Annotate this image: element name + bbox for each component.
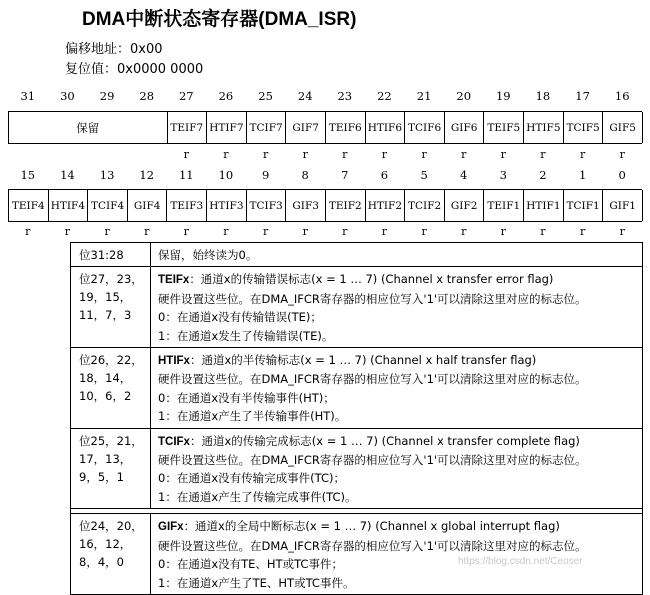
access-type: r	[342, 148, 348, 161]
page-title: DMA中断状态寄存器(DMA_ISR)	[82, 9, 357, 30]
lower-access-row	[8, 225, 642, 239]
upper-access-row	[8, 148, 642, 162]
bit-number: 26	[218, 89, 234, 103]
access-type: r	[381, 148, 388, 161]
field-htif6: HTIF6	[366, 112, 406, 143]
bit-number: 29	[99, 89, 115, 103]
access-type: r	[144, 225, 150, 238]
bit-range: 位24，20， 16，12， 8，4，0	[71, 514, 151, 594]
field-tcif6: TCIF6	[405, 112, 445, 143]
desc-row-reserved	[71, 243, 642, 267]
access-type: r	[540, 225, 546, 238]
field-teif1: TEIF1	[485, 190, 525, 221]
bit-number: 16	[614, 89, 630, 103]
bit-number: 2	[539, 168, 547, 182]
bit-number: 24	[297, 89, 313, 103]
bit-range: 位31:28	[71, 243, 151, 266]
field-gif3: GIF3	[286, 190, 326, 221]
bit-number: 1	[578, 168, 587, 182]
desc-row-teif	[71, 267, 642, 348]
bit-number: 6	[380, 168, 389, 182]
bit-range: 位25，21， 17，13， 9，5，1	[71, 429, 151, 509]
desc-row-htif	[71, 348, 642, 429]
bit-number: 19	[495, 89, 511, 103]
desc-line: 0：在通道x没有传输错误(TE)；	[158, 310, 322, 325]
access-type: r	[461, 225, 467, 238]
field-tcif1: TCIF1	[564, 190, 604, 221]
field-gif7: GIF7	[286, 112, 326, 143]
desc-row-tcif	[71, 429, 642, 510]
access-type: r	[302, 148, 308, 161]
access-type: r	[421, 225, 427, 238]
access-type: r	[342, 225, 348, 238]
desc-line: 1：在通道x产生了传输完成事件(TC)。	[158, 489, 357, 504]
field-gif4: GIF4	[128, 190, 168, 221]
bit-number: 4	[460, 168, 468, 182]
desc-row-gif	[71, 514, 642, 594]
access-type: r	[500, 225, 506, 238]
bit-number: 7	[341, 168, 349, 182]
access-type: r	[64, 225, 71, 238]
bit-number: 3	[499, 168, 507, 182]
field-teif3: TEIF3	[168, 190, 208, 221]
access-type: r	[183, 148, 189, 161]
bit-number: 21	[416, 89, 432, 103]
bit-number: 25	[258, 89, 273, 103]
field-htif5: HTIF5	[524, 112, 564, 143]
field-gif6: GIF6	[445, 112, 485, 143]
field-tcif3: TCIF3	[247, 190, 287, 221]
field-heading: ：通道x的全局中断标志(x = 1 … 7) (Channel x global interrupt flag)	[183, 519, 560, 534]
field-tcif7: TCIF7	[247, 112, 287, 143]
field-teif7: TEIF7	[168, 112, 208, 143]
bit-number: 5	[420, 168, 428, 182]
field-name: HTIFx	[158, 355, 190, 368]
desc-line: 1：在通道x产生了TE、HT或TC事件。	[158, 575, 355, 590]
access-type: r	[381, 225, 388, 238]
field-name: GIFx	[158, 521, 184, 534]
bit-number: 31	[20, 89, 36, 103]
field-htif4: HTIF4	[49, 190, 89, 221]
field-heading: ：通道x的半传输标志(x = 1 … 7) (Channel x half transfer flag)	[189, 353, 537, 368]
upper-register-fields	[8, 111, 642, 144]
field-tcif2: TCIF2	[405, 190, 445, 221]
field-gif2: GIF2	[445, 190, 485, 221]
bit-number: 8	[301, 168, 309, 182]
access-type: r	[540, 148, 546, 161]
offset-address: 偏移地址：0x00	[65, 42, 163, 57]
desc-line: 1：在通道x发生了传输错误(TE)。	[158, 328, 334, 343]
bit-number: 15	[20, 168, 36, 182]
access-type: r	[183, 225, 189, 238]
field-gif1: GIF1	[603, 190, 643, 221]
reserved-field: 保留	[9, 112, 168, 143]
desc-line: 0：在通道x没有半传输事件(HT)；	[158, 390, 335, 405]
field-name: TEIFx	[158, 274, 190, 287]
upper-bit-numbers	[8, 89, 642, 105]
field-heading: ：通道x的传输错误标志(x = 1 … 7) (Channel x transfer error flag)	[189, 272, 554, 287]
field-teif5: TEIF5	[485, 112, 525, 143]
field-htif1: HTIF1	[524, 190, 564, 221]
access-type: r	[619, 225, 625, 238]
bit-number: 30	[60, 89, 75, 103]
bit-number: 10	[218, 168, 234, 182]
desc-line: 硬件设置这些位。在DMA_IFCR寄存器的相应位写入'1'可以清除这里对应的标志位。	[158, 372, 587, 387]
access-type: r	[619, 148, 625, 161]
field-tcif5: TCIF5	[564, 112, 604, 143]
bit-description-table	[70, 242, 643, 595]
lower-register-fields	[8, 189, 642, 222]
field-htif2: HTIF2	[366, 190, 406, 221]
field-name: TCIFx	[158, 435, 190, 448]
access-type: r	[104, 225, 110, 238]
desc-text: 保留，始终读为0。	[158, 248, 258, 262]
access-type: r	[579, 148, 586, 161]
field-heading: ：通道x的传输完成标志(x = 1 … 7) (Channel x transfer complete flag)	[189, 433, 580, 448]
access-type: r	[262, 148, 269, 161]
field-gif5: GIF5	[603, 112, 643, 143]
access-type: r	[25, 225, 31, 238]
access-type: r	[302, 225, 308, 238]
desc-line: 硬件设置这些位。在DMA_IFCR寄存器的相应位写入'1'可以清除这里对应的标志位。	[158, 291, 587, 306]
bit-number: 28	[139, 89, 155, 103]
access-type: r	[500, 148, 506, 161]
access-type: r	[579, 225, 586, 238]
access-type: r	[223, 225, 229, 238]
bit-number: 9	[261, 168, 270, 182]
bit-number: 17	[575, 89, 590, 103]
bit-number: 23	[337, 89, 353, 103]
bit-number: 12	[139, 168, 155, 182]
desc-line: 硬件设置这些位。在DMA_IFCR寄存器的相应位写入'1'可以清除这里对应的标志位。	[158, 453, 587, 468]
access-type: r	[262, 225, 269, 238]
bit-number: 27	[178, 89, 194, 103]
desc-line: 0：在通道x没有传输完成事件(TC)；	[158, 471, 345, 486]
field-teif4: TEIF4	[9, 190, 49, 221]
watermark: https://blog.csdn.net/Ceoser	[458, 556, 583, 567]
bit-number: 13	[99, 168, 115, 182]
access-type: r	[461, 148, 467, 161]
desc-line: 1：在通道x产生了半传输事件(HT)。	[158, 409, 347, 424]
bit-number: 18	[535, 89, 551, 103]
access-type: r	[223, 148, 229, 161]
bit-number: 20	[456, 89, 472, 103]
bit-number: 14	[60, 168, 75, 182]
desc-line: 硬件设置这些位。在DMA_IFCR寄存器的相应位写入'1'可以清除这里对应的标志位。	[158, 538, 587, 553]
field-teif2: TEIF2	[326, 190, 366, 221]
field-tcif4: TCIF4	[88, 190, 128, 221]
bit-number: 22	[377, 89, 392, 103]
bit-number: 0	[618, 168, 626, 182]
bit-range: 位27，23， 19，15， 11，7，3	[71, 267, 151, 347]
bit-number: 11	[178, 168, 194, 182]
lower-bit-numbers	[8, 168, 642, 184]
desc-line: 0：在通道x没有TE、HT或TC事件；	[158, 557, 343, 572]
field-htif7: HTIF7	[207, 112, 247, 143]
field-teif6: TEIF6	[326, 112, 366, 143]
bit-range: 位26，22， 18，14， 10，6，2	[71, 348, 151, 428]
field-htif3: HTIF3	[207, 190, 247, 221]
reset-value: 复位值：0x0000 0000	[65, 62, 204, 77]
access-type: r	[421, 148, 427, 161]
